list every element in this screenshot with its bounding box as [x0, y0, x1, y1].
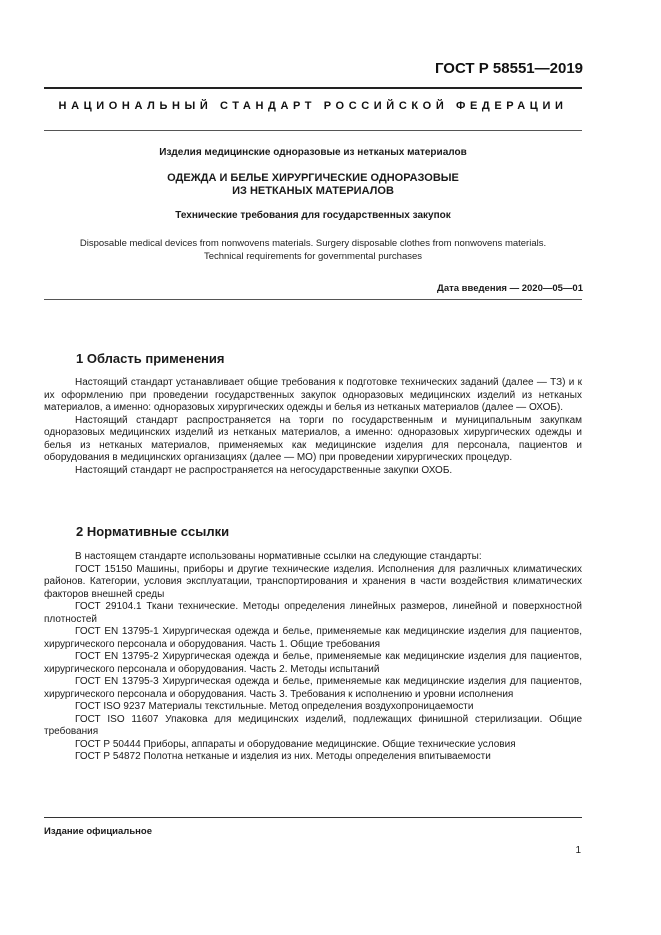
main-title-line-2: ИЗ НЕТКАНЫХ МАТЕРИАЛОВ [232, 185, 394, 197]
document-number: ГОСТ Р 58551—2019 [434, 60, 583, 77]
official-edition-label: Издание официальное [44, 826, 152, 837]
section-2-body [44, 551, 582, 764]
page-number: 1 [575, 845, 581, 856]
reference-item: ГОСТ ISO 11607 Упаковка для медицинских изделий, подлежащих финишной стерилизации. Общие требования [44, 713, 582, 737]
national-standard-title: НАЦИОНАЛЬНЫЙ СТАНДАРТ РОССИЙСКОЙ ФЕДЕРАЦИИ [58, 100, 568, 112]
reference-item: ГОСТ ISO 9237 Материалы текстильные. Метод определения воздухопроницаемости [75, 701, 474, 712]
section-1-heading: 1 Область применения [76, 351, 225, 366]
main-title-line-1: ОДЕЖДА И БЕЛЬЕ ХИРУРГИЧЕСКИЕ ОДНОРАЗОВЫЕ [167, 172, 459, 184]
date-divider [44, 299, 582, 300]
english-title-line-1: Disposable medical devices from nonwovens materials. Surgery disposable clothes from nonwovens materials. [79, 238, 547, 249]
paragraph: Настоящий стандарт распространяется на торги по государственным и муниципальным закупкам одноразовых медицинских изделий из нетканых материалов, а именно: одноразовых хирургических одежды и белья из нетканых материалов, применяемых как медицинские изделия для персонала, пациентов и оборудования в медицинских организациях (далее — МО) при проведении хирургических процедур. [44, 414, 582, 463]
reference-item: ГОСТ 29104.1 Ткани технические. Методы определения линейных размеров, линейной и поверхностной плотностей [44, 601, 582, 625]
reference-item: ГОСТ 15150 Машины, приборы и другие технические изделия. Исполнения для различных климатических районов. Категории, условия эксплуатации, транспортирования и хранения в части воздействия климатических факторов внешней среды [44, 563, 582, 600]
english-title [44, 238, 582, 263]
footer-divider [44, 817, 582, 818]
paragraph: В настоящем стандарте использованы нормативные ссылки на следующие стандарты: [75, 551, 482, 562]
paragraph: Настоящий стандарт устанавливает общие требования к подготовке технических заданий (далее — ТЗ) и к их оформлению при проведении государственных закупок одноразовых медицинских изделий из нетканых материалов, а именно: одноразовых хирургических одежды и белья из нетканых материалов (далее — ОХОБ). [44, 377, 582, 413]
english-title-line-2: Technical requirements for governmental purchases [203, 250, 423, 262]
introduction-date: Дата введения — 2020—05—01 [437, 283, 583, 294]
section-1-body [44, 377, 582, 477]
reference-item: ГОСТ EN 13795-2 Хирургическая одежда и белье, применяемые как медицинские изделия для пациентов, хирургического персонала и оборудования. Часть 2. Методы испытаний [44, 651, 582, 675]
section-2-heading: 2 Нормативные ссылки [76, 524, 230, 539]
reference-item: ГОСТ Р 54872 Полотна нетканые и изделия из них. Методы определения впитываемости [75, 751, 491, 762]
main-title [44, 172, 582, 198]
title-divider [44, 130, 582, 131]
reference-item: ГОСТ EN 13795-1 Хирургическая одежда и белье, применяемые как медицинские изделия для пациентов, хирургического персонала и оборудования. Часть 1. Общие требования [44, 626, 582, 650]
reference-item: ГОСТ Р 50444 Приборы, аппараты и оборудование медицинские. Общие технические условия [75, 738, 516, 750]
subject-line: Изделия медицинские одноразовые из нетканых материалов [159, 147, 467, 158]
paragraph: Настоящий стандарт не распространяется на негосударственные закупки ОХОБ. [75, 464, 453, 476]
reference-item: ГОСТ EN 13795-3 Хирургическая одежда и белье, применяемые как медицинские изделия для пациентов, хирургического персонала и оборудования. Часть 3. Требования к исполнению и уровни исполнения [44, 676, 582, 700]
header-divider [44, 87, 582, 89]
technical-requirements-subtitle: Технические требования для государственных закупок [175, 210, 451, 221]
